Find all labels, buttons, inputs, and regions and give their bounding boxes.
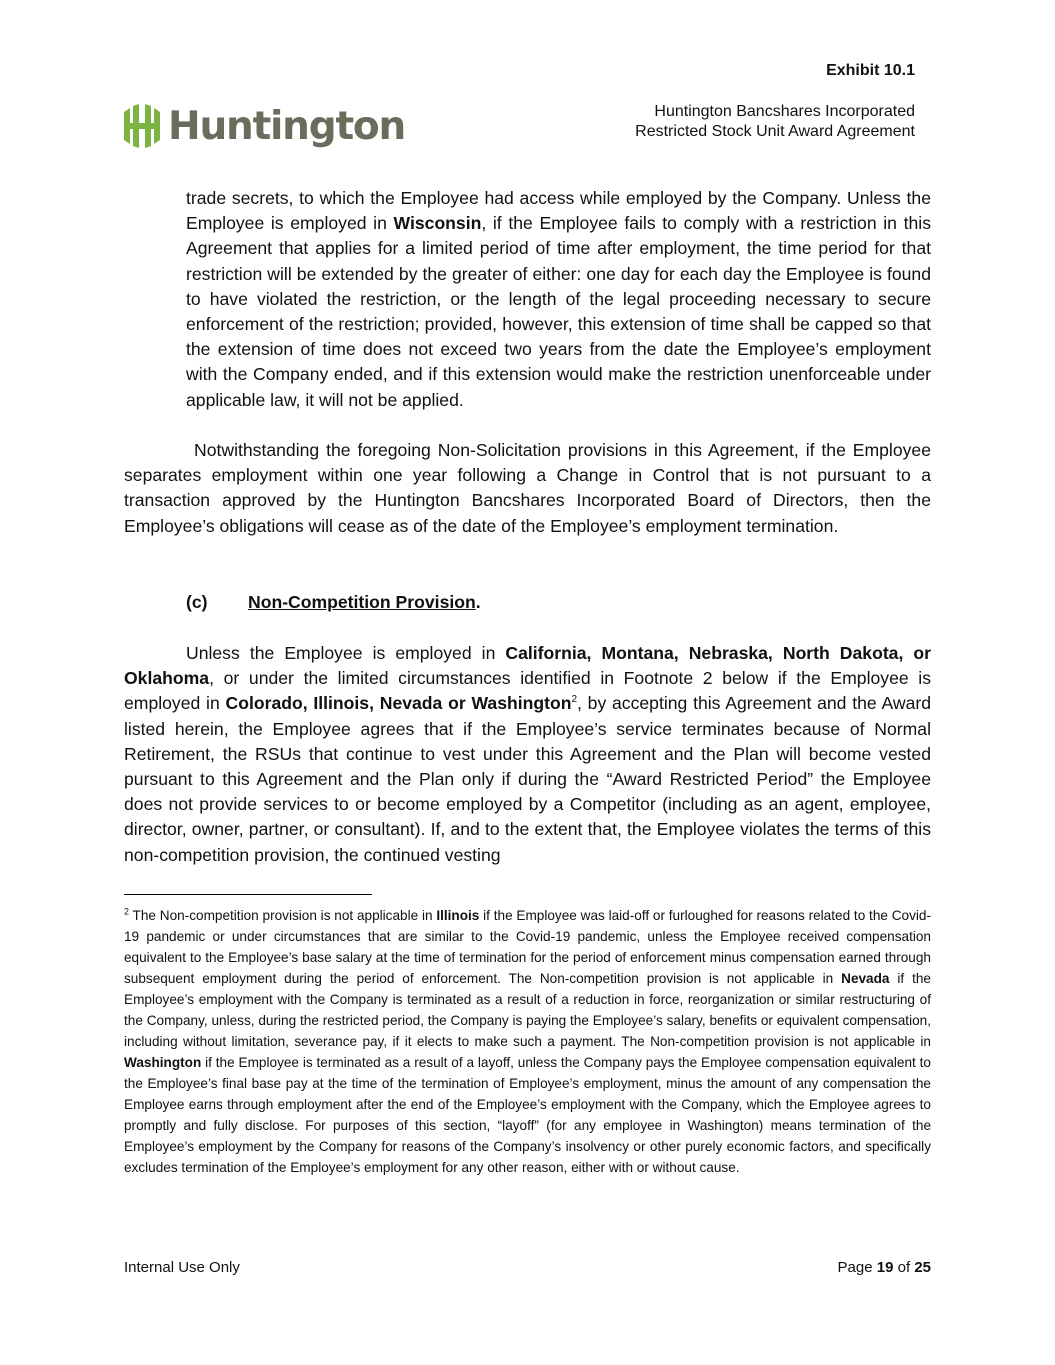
state-emphasis: Wisconsin — [393, 213, 482, 234]
footer-classification: Internal Use Only — [124, 1259, 240, 1276]
huntington-logo — [122, 98, 405, 154]
paragraph-extension-of-time — [186, 186, 931, 413]
company-name: Huntington Bancshares Incorporated — [654, 103, 915, 120]
text-run: , or under the limited circumstances identified in Footnote 2 below if the Employee is employed in — [124, 668, 931, 714]
text-run: if the Employee was laid-off or furloughed for reasons related to the Covid-19 pandemic or under circumstances that are similar to the Covid-19 pandemic, unless the Employee received compensation equivalent to the Employee’s base salary at the time of termination for the period of enforcement minus compensation earned through subsequent employment during the period of enforcement. The Non-competition provision is not applicable in — [124, 908, 931, 986]
footnote-marker: 2 — [124, 906, 130, 917]
state-emphasis: Nevada — [841, 971, 890, 986]
text-run: if the Employee’s employment with the Company is terminated as a result of a reduction in force, reorganization or similar restructuring of the Company, unless, during the restricted period, the Company is paying the Employee’s salary, benefits or equivalent compensation, including without limitation, severance pay, if it elects to make such a payment. The Non-competition provision is not applicable in — [124, 971, 931, 1049]
footnote-divider — [124, 894, 372, 895]
page-label: Page — [837, 1259, 873, 1276]
section-heading — [186, 590, 481, 615]
section-period: . — [475, 592, 481, 612]
text-run: trade secrets, to which the Employee had access while employed by the Company. Unless the Employee is employed in — [186, 188, 931, 234]
agreement-title: Restricted Stock Unit Award Agreement — [635, 123, 915, 140]
text-run: The Non-competition provision is not applicable in — [129, 908, 437, 923]
state-emphasis: Colorado, Illinois, Nevada or Washington — [225, 693, 572, 714]
page-indicator — [838, 1259, 931, 1276]
exhibit-label: Exhibit 10.1 — [826, 62, 915, 79]
section-number: (c) — [186, 592, 208, 612]
state-emphasis: Illinois — [436, 908, 480, 923]
logo-mark-icon — [122, 104, 162, 148]
paragraph-non-competition — [124, 641, 931, 868]
text-run: , by accepting this Agreement and the Award listed herein, the Employee agrees that if the Employee’s service terminates because of Normal Retirement, the RSUs that continue to vest under this Agreement and the Plan will become vested pursuant to this Agreement and the Plan only if during the “Award Restricted Period” the Employee does not provide services to or become employed by a Competitor (including as an agent, employee, director, owner, partner, or consultant). If, and to the extent that, the Employee violates the terms of this non-competition provision, the continued vesting — [124, 693, 932, 865]
text-run: if the Employee is terminated as a result of a layoff, unless the Company pays the Employee compensation equivalent to the Employee’s final base pay at the time of the termination of Employee’s employment, minus the amount of any compensation the Employee earns through employment after the end of the Employee’s employment with the Company, which the Employee agrees to promptly and fully disclose. For purposes of this section, “layoff” (for any employee in Washington) means termination of the Employee’s employment by the Company for reasons of the Company’s insolvency or other purely economic factors, and specifically excludes termination of the Employee’s employment for any other reason, either with or without cause. — [124, 1055, 931, 1175]
current-page: 19 — [876, 1259, 894, 1276]
paragraph-change-in-control: Notwithstanding the foregoing Non-Solicitation provisions in this Agreement, if the Employee separates employment within one year following a Change in Control that is not pursuant to a transaction approved by the Huntington Bancshares Incorporated Board of Directors, then the Employee’s obligations will cease as of the date of the Employee’s employment termination. — [124, 440, 931, 536]
footnote-reference[interactable]: 2 — [571, 694, 578, 706]
document-header — [560, 102, 915, 142]
text-run: Unless the Employee is employed in — [186, 643, 506, 663]
logo-wordmark: Huntington — [168, 103, 406, 149]
of-label: of — [897, 1259, 911, 1276]
total-pages: 25 — [914, 1259, 931, 1276]
state-emphasis: Washington — [124, 1055, 202, 1070]
footnote-2 — [124, 905, 931, 1178]
text-run: , if the Employee fails to comply with a restriction in this Agreement that applies for a limited period of time after employment, the time period for that restriction will be extended by the greater of either: one day for each day the Employee is found to have violated the restriction, or the length of the legal proceeding necessary to secure enforcement of the restriction; provided, however, this extension of time shall be capped so that the extension of time does not exceed two years from the date the Employee’s employment with the Company ended, and if this extension would make the restriction unenforceable under applicable law, it will not be applied. — [186, 213, 931, 410]
section-title: Non-Competition Provision — [248, 592, 476, 612]
state-emphasis: California, Montana, Nebraska, North Dakota, or Oklahoma — [124, 643, 931, 689]
